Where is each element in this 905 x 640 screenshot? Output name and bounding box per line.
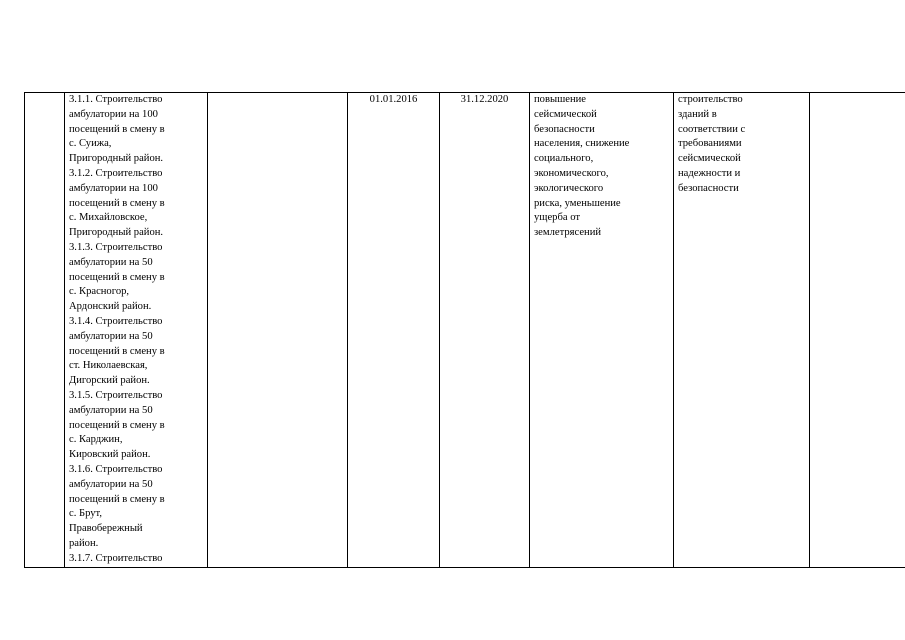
main-direction-cell — [674, 93, 810, 568]
description-line: Правобережный — [69, 523, 143, 535]
description-line: амбулатории на 100 — [69, 108, 158, 120]
result-line: повышение — [534, 94, 586, 105]
result-line: землетрясений — [534, 227, 602, 239]
direction-line: зданий в — [678, 108, 717, 120]
description-line: с. Суижа, — [69, 138, 112, 150]
direction-line: надежности и — [678, 167, 741, 179]
description-line: 3.1.5. Строительство — [69, 389, 163, 401]
description-line: амбулатории на 100 — [69, 182, 158, 194]
description-cell — [65, 93, 208, 568]
description-line: посещений в смену в — [69, 271, 165, 283]
description-line: посещений в смену в — [69, 419, 165, 431]
table-row — [25, 93, 905, 568]
description-line: амбулатории на 50 — [69, 330, 153, 342]
end-date-cell: 31.12.2020 — [440, 93, 530, 568]
description-line: Пригородный район. — [69, 153, 164, 165]
direction-line: безопасности — [678, 182, 739, 194]
result-line: экономического, — [534, 167, 609, 179]
description-line: посещений в смену в — [69, 123, 165, 135]
description-line: с. Карджин, — [69, 434, 123, 446]
direction-line: требованиями — [678, 138, 742, 150]
description-line: 3.1.1. Строительство — [69, 94, 163, 105]
description-line: Ардонский район. — [69, 301, 152, 313]
description-line: с. Брут, — [69, 508, 103, 520]
result-line: сейсмической — [534, 108, 597, 120]
description-line: посещений в смену в — [69, 197, 165, 209]
description-line: 3.1.3. Строительство — [69, 241, 163, 253]
notes-cell — [810, 93, 905, 568]
description-line: с. Красногор, — [69, 286, 130, 298]
direction-line: строительство — [678, 94, 743, 105]
description-line: амбулатории на 50 — [69, 404, 153, 416]
start-date-cell: 01.01.2016 — [348, 93, 440, 568]
description-line: ст. Николаевская, — [69, 360, 148, 372]
description-line: 3.1.6. Строительство — [69, 463, 163, 475]
description-line: посещений в смену в — [69, 345, 165, 357]
description-line: Пригородный район. — [69, 227, 164, 239]
description-line: Дигорский район. — [69, 375, 150, 387]
program-table — [24, 92, 905, 568]
executor-cell — [208, 93, 348, 568]
direction-line: сейсмической — [678, 153, 741, 165]
description-line: 3.1.7. Строительство — [69, 552, 163, 564]
direction-line: соответствии с — [678, 123, 746, 135]
description-line: Кировский район. — [69, 449, 151, 461]
description-line: амбулатории на 50 — [69, 478, 153, 490]
description-line: 3.1.2. Строительство — [69, 167, 163, 179]
row-number-cell — [25, 93, 65, 568]
result-line: безопасности — [534, 123, 595, 135]
result-line: экологического — [534, 182, 604, 194]
description-line: амбулатории на 50 — [69, 256, 153, 268]
description-line: 3.1.4. Строительство — [69, 315, 163, 327]
result-line: социального, — [534, 153, 594, 165]
result-line: ущерба от — [534, 212, 580, 224]
result-line: риска, уменьшение — [534, 197, 621, 209]
description-line: с. Михайловское, — [69, 212, 148, 224]
description-line: посещений в смену в — [69, 493, 165, 505]
result-line: населения, снижение — [534, 138, 630, 150]
description-line: район. — [69, 537, 99, 549]
expected-result-cell — [530, 93, 674, 568]
